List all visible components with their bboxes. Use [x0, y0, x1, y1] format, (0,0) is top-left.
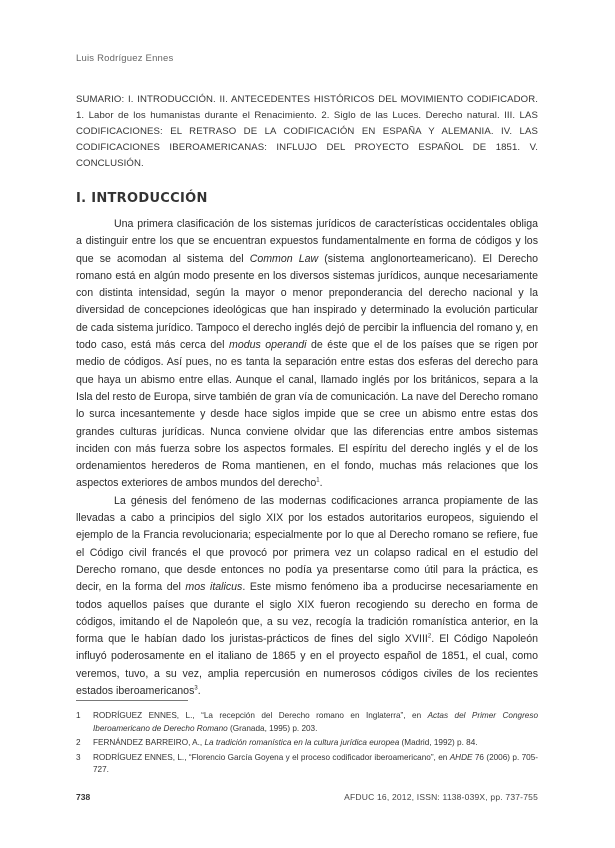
section-title: I. INTRODUCCIÓN [76, 191, 208, 206]
footnotes [76, 710, 538, 779]
footnote-text: RODRÍGUEZ ENNES, L., “La recepción del Derecho romano en Inglaterra”, en Actas del Primer Congreso Iberoamericano de Derecho Romano (Granada, 1995) p. 203. [93, 711, 538, 733]
journal-reference: AFDUC 16, 2012, ISSN: 1138-039X, pp. 737-755 [344, 792, 538, 802]
footnote-number: 1 [76, 711, 81, 720]
footnote-ref[interactable]: 3 [194, 685, 198, 692]
footnote-number: 2 [76, 738, 81, 748]
italic-title: La tradición romanística en la cultura jurídica europea [204, 738, 400, 748]
summary-block: SUMARIO: I. INTRODUCCIÓN. II. ANTECEDENTES HISTÓRICOS DEL MOVIMIENTO CODIFICADOR. 1. Labor de los humanistas durante el Renacimiento. 2. Siglo de las Luces. Derecho natural. III. LAS CODIFICACIONES: EL RETRASO DE LA CODIFICACIÓN EN ESPAÑA Y ALEMANIA. IV. LAS CODIFICACIONES IBEROAMERICANAS: INFLUJO DEL PROYECTO ESPAÑOL DE 1851. V. CONCLUSIÓN. [76, 94, 538, 169]
page-number: 738 [76, 792, 91, 802]
text-run: La génesis del fenómeno de las modernas codificaciones arranca propiamente de las llevadas a cabo a principios del siglo XIX por los estados autoritarios europeos, siguiendo el ejemplo de la Francia revolucionaria; especialmente por lo que al Derecho romano se refiere, fue el Código civil francés el que provocó por primera vez un colapso radical en el estudio del Derecho romano, que desde entonces no podía ya presentarse como útil para la práctica, es decir, en la forma del [76, 494, 538, 594]
italic-title: AHDE [449, 752, 473, 762]
footnote [76, 752, 538, 777]
running-head: Luis Rodríguez Ennes [76, 53, 174, 64]
italic-term: modus operandi [229, 339, 307, 352]
footnote-text: RODRÍGUEZ ENNES, L., “Florencio García Goyena y el proceso codificador iberoamericano”, en AHDE 76 (2006) p. 705-727. [93, 752, 538, 775]
text-run: Una primera clasificación de los sistemas jurídicos de características occidentales obliga a distinguir entre los que se encuentran expuestos fundamentalmente en forma de códigos y los que se acomodan al sistema del [76, 218, 538, 265]
footnote-rule [76, 700, 188, 701]
footnote-text: FERNÁNDEZ BARREIRO, A., La tradición romanística en la cultura jurídica europea (Madrid, 1992) p. 84. [93, 738, 478, 748]
footnote-ref[interactable]: 1 [316, 477, 320, 484]
footnote-number: 3 [76, 752, 81, 762]
text-run: . Este mismo fenómeno iba a producirse necesariamente en todos aquellos países que durante el siglo XIX fueron recogiendo su derecho en forma de códigos, imitando el de Napoleón que, a su vez, recogía la tradición romanística anterior, en la forma que le habían dado los juristas-prácticos de fines del siglo XVIII [76, 581, 538, 646]
text-run: . [197, 685, 201, 698]
footnote [76, 737, 538, 750]
paragraph [76, 493, 538, 701]
paragraph [76, 216, 538, 493]
body-text [76, 216, 538, 700]
footnote [76, 710, 538, 735]
text-run: (sistema anglonorteamericano). El Derecho romano está en algún modo presente en los diversos sistemas jurídicos, aunque necesariamente con distinta intensidad, según la mayor o menor preponderancia del derecho nacional y la diversidad de concepciones ideológicas que han inspirado y determinado la evolución particular de cada sistema jurídico. Tampoco el derecho inglés dejó de percibir la influencia del romano y, en todo caso, está más cerca del [76, 252, 538, 352]
italic-term: Common Law [249, 252, 319, 265]
italic-term: mos italicus [185, 581, 243, 594]
text-run: de éste que el de los países que se rigen por medio de códigos. Así pues, no es tanta la separación entre estas dos esferas del derecho para que haya un abismo entre ellas. Aunque el canal, llamado inglés por los británicos, separa a la Isla del resto de Europa, sirve también de gran vía de comunicación. La nave del Derecho romano lo surca incesantemente y desde hace siglos impide que se cree un abismo entre estas dos grandes culturas jurídicas. Nunca conviene olvidar que las diferencias entre ambos sistemas inciden con más fuerza sobre los aspectos formales. El espíritu del derecho inglés y el de los ordenamientos herederos de Roma mantienen, en el fondo, muchas más relaciones que los aspectos exteriores de ambos mundos del derecho [76, 339, 538, 490]
text-run: . El Código Napoleón influyó poderosamente en el italiano de 1865 y en el proyecto español de 1851, el cual, como veremos, tuvo, a su vez, amplia repercusión en numerosos códigos civiles de los recientes estados iberoamericanos [76, 633, 538, 698]
text-run: . [319, 477, 323, 490]
footnote-ref[interactable]: 2 [427, 633, 432, 640]
italic-title: Actas del Primer Congreso Iberoamericano de Derecho Romano [93, 711, 538, 733]
